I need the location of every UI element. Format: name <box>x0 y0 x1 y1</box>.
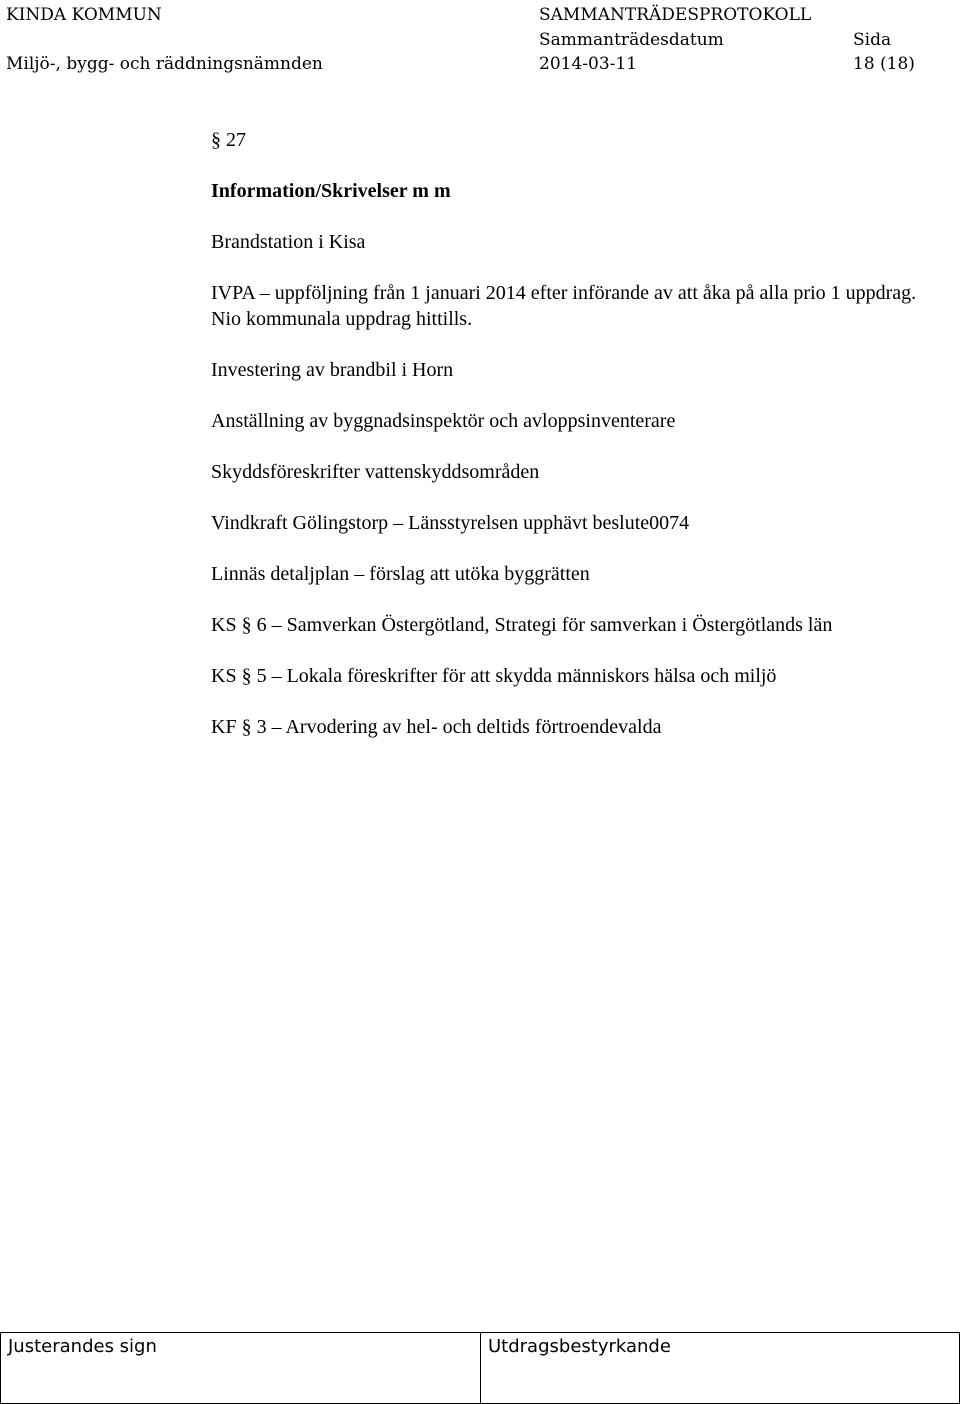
list-item: Vindkraft Gölingstorp – Länsstyrelsen upphävt beslute0074 <box>211 512 690 534</box>
date-value: 2014-03-11 <box>539 54 638 74</box>
organization-name: KINDA KOMMUN <box>6 5 162 25</box>
justerandes-sign-label: Justerandes sign <box>8 1336 157 1357</box>
list-item: Brandstation i Kisa <box>211 231 366 253</box>
list-item: KF § 3 – Arvodering av hel- och deltids förtroendevalda <box>211 716 662 738</box>
list-item: IVPA – uppföljning från 1 januari 2014 efter införande av att åka på alla prio 1 uppdrag. Nio kommunala uppdrag hittills. <box>211 282 917 330</box>
utdragsbestyrkande-label: Utdragsbestyrkande <box>488 1336 671 1357</box>
date-label: Sammanträdesdatum <box>539 30 724 50</box>
document-type: SAMMANTRÄDESPROTOKOLL <box>539 5 812 25</box>
list-item: KS § 6 – Samverkan Östergötland, Strategi för samverkan i Östergötlands län <box>211 614 833 636</box>
section-title: Information/Skrivelser m m <box>211 180 451 202</box>
list-item: Linnäs detaljplan – förslag att utöka byggrätten <box>211 563 590 585</box>
committee-name: Miljö-, bygg- och räddningsnämnden <box>6 54 323 74</box>
list-item: Investering av brandbil i Horn <box>211 359 454 381</box>
signature-box <box>0 1332 960 1404</box>
list-item: Skyddsföreskrifter vattenskyddsområden <box>211 461 540 483</box>
list-item: KS § 5 – Lokala föreskrifter för att skydda människors hälsa och miljö <box>211 665 777 687</box>
section-number: § 27 <box>211 129 246 151</box>
footer-divider <box>480 1333 481 1403</box>
list-item: Anställning av byggnadsinspektör och avloppsinventerare <box>211 410 676 432</box>
page-label: Sida <box>853 30 892 50</box>
page-number: 18 (18) <box>853 54 915 74</box>
